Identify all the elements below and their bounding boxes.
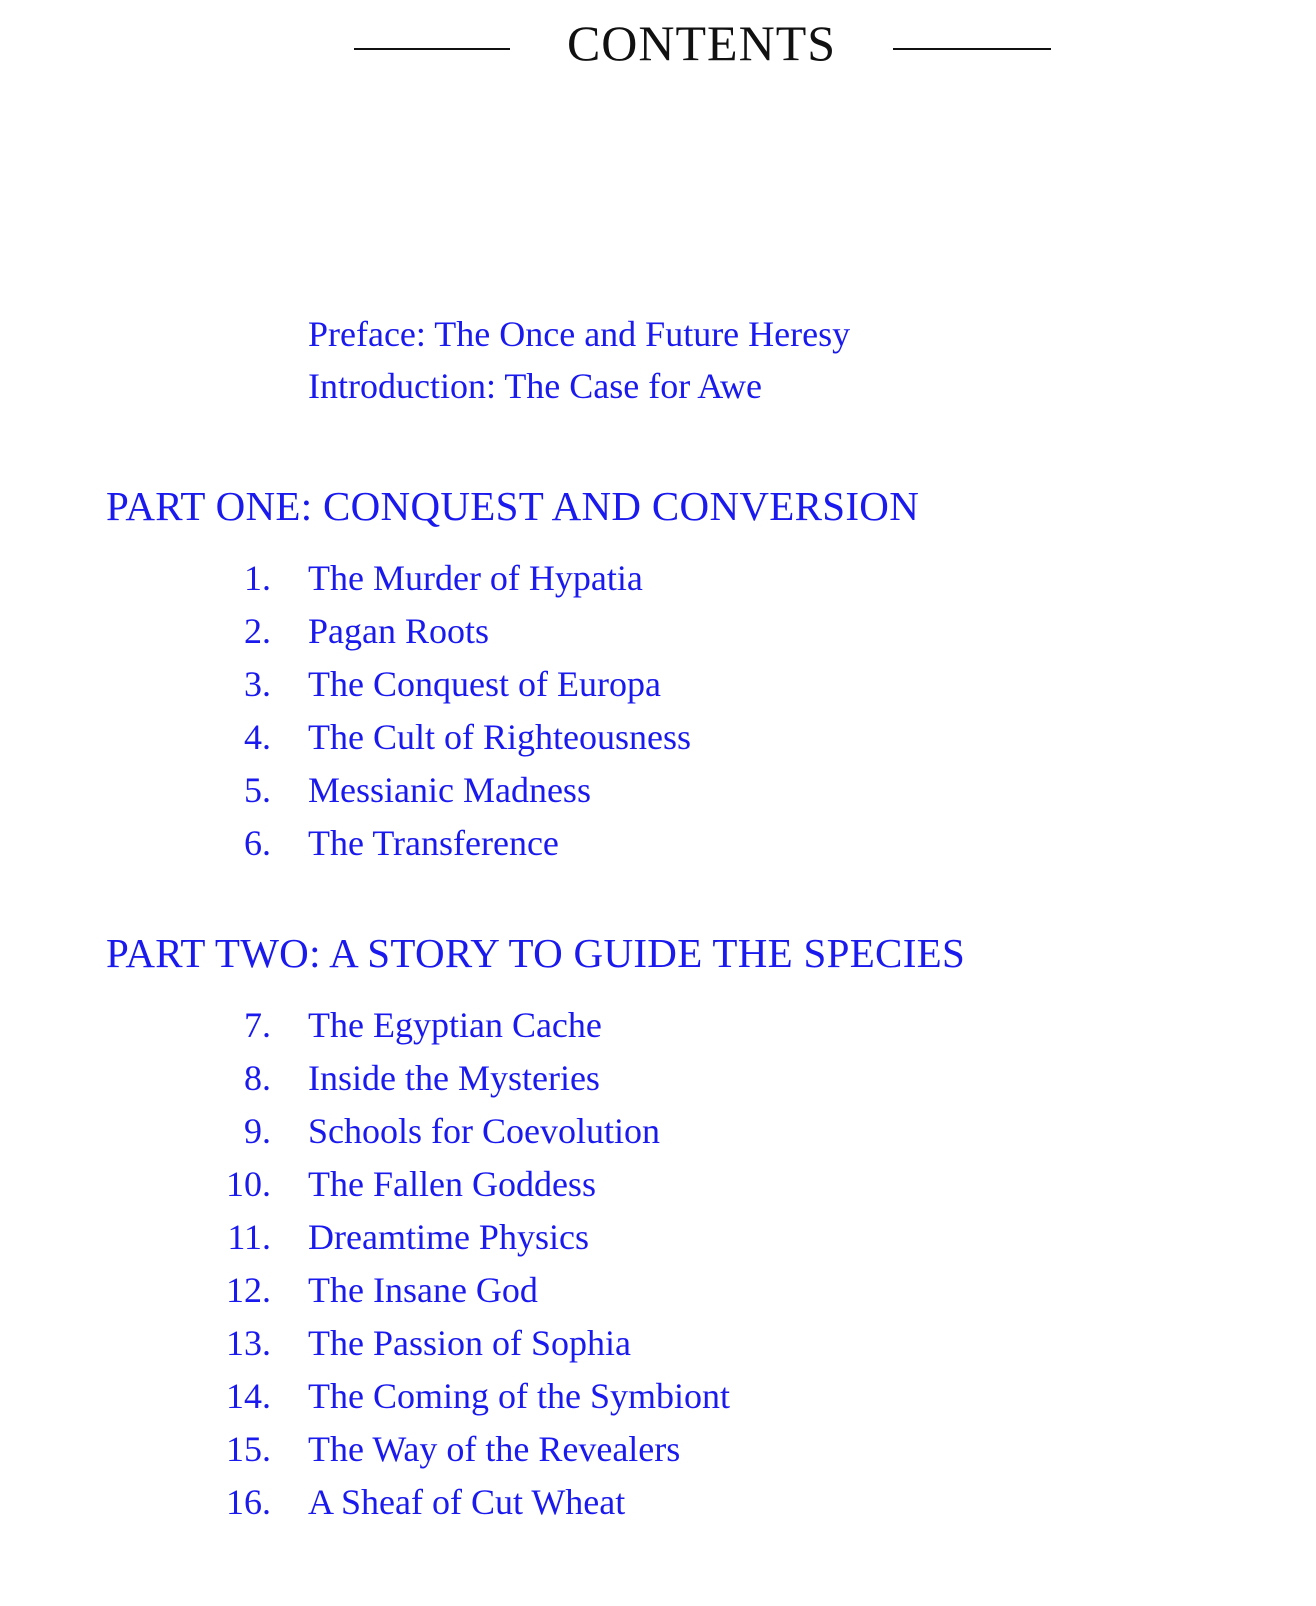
chapter-title[interactable]: A Sheaf of Cut Wheat <box>308 1482 626 1522</box>
chapter-number[interactable]: 3. <box>244 664 271 704</box>
chapter-title[interactable]: Inside the Mysteries <box>308 1058 600 1098</box>
toc-chapter-7[interactable] <box>0 1000 1316 1050</box>
chapter-number[interactable]: 9. <box>244 1111 271 1151</box>
toc-chapter-15[interactable] <box>0 1424 1316 1474</box>
chapter-number[interactable]: 6. <box>244 823 271 863</box>
toc-link-preface[interactable]: Preface: The Once and Future Heresy <box>308 314 851 354</box>
chapter-title[interactable]: The Transference <box>308 823 559 863</box>
chapter-title[interactable]: Dreamtime Physics <box>308 1217 589 1257</box>
chapter-number[interactable]: 15. <box>226 1429 271 1469</box>
chapter-number[interactable]: 14. <box>226 1376 271 1416</box>
title-rule-right <box>893 48 1051 50</box>
chapter-number[interactable]: 16. <box>226 1482 271 1522</box>
toc-chapter-16[interactable] <box>0 1477 1316 1527</box>
chapter-title[interactable]: The Egyptian Cache <box>308 1005 602 1045</box>
chapter-title[interactable]: Pagan Roots <box>308 611 490 651</box>
toc-chapter-3[interactable] <box>0 659 1316 709</box>
chapter-number[interactable]: 2. <box>244 611 271 651</box>
toc-chapter-10[interactable] <box>0 1159 1316 1209</box>
chapter-number[interactable]: 1. <box>244 558 271 598</box>
chapter-number[interactable]: 13. <box>226 1323 271 1363</box>
contents-header <box>0 10 1316 82</box>
toc-part-one-heading[interactable]: PART ONE: CONQUEST AND CONVERSION <box>106 483 920 529</box>
chapter-title[interactable]: The Conquest of Europa <box>308 664 661 704</box>
chapter-title[interactable]: The Way of the Revealers <box>308 1429 681 1469</box>
toc-link-introduction[interactable]: Introduction: The Case for Awe <box>308 366 762 406</box>
toc-chapter-1[interactable] <box>0 553 1316 603</box>
chapter-number[interactable]: 8. <box>244 1058 271 1098</box>
toc-chapter-2[interactable] <box>0 606 1316 656</box>
toc-chapter-6[interactable] <box>0 818 1316 868</box>
chapter-title[interactable]: Messianic Madness <box>308 770 591 810</box>
toc-chapter-8[interactable] <box>0 1053 1316 1103</box>
toc-chapter-4[interactable] <box>0 712 1316 762</box>
page-title: CONTENTS <box>566 15 837 71</box>
toc-part-two-heading[interactable]: PART TWO: A STORY TO GUIDE THE SPECIES <box>106 930 966 976</box>
chapter-title[interactable]: The Coming of the Symbiont <box>308 1376 730 1416</box>
toc-chapter-12[interactable] <box>0 1265 1316 1315</box>
chapter-number[interactable]: 5. <box>244 770 271 810</box>
chapter-title[interactable]: Schools for Coevolution <box>308 1111 660 1151</box>
chapter-title[interactable]: The Murder of Hypatia <box>308 558 643 598</box>
chapter-number[interactable]: 12. <box>226 1270 271 1310</box>
title-rule-left <box>354 48 510 50</box>
toc-chapter-11[interactable] <box>0 1212 1316 1262</box>
chapter-number[interactable]: 10. <box>226 1164 271 1204</box>
chapter-title[interactable]: The Insane God <box>308 1270 538 1310</box>
chapter-number[interactable]: 11. <box>227 1217 271 1257</box>
chapter-number[interactable]: 4. <box>244 717 271 757</box>
toc-chapter-9[interactable] <box>0 1106 1316 1156</box>
toc-chapter-14[interactable] <box>0 1371 1316 1421</box>
toc-chapter-5[interactable] <box>0 765 1316 815</box>
chapter-title[interactable]: The Cult of Righteousness <box>308 717 691 757</box>
chapter-number[interactable]: 7. <box>244 1005 271 1045</box>
chapter-title[interactable]: The Passion of Sophia <box>308 1323 631 1363</box>
chapter-title[interactable]: The Fallen Goddess <box>308 1164 596 1204</box>
toc-chapter-13[interactable] <box>0 1318 1316 1368</box>
